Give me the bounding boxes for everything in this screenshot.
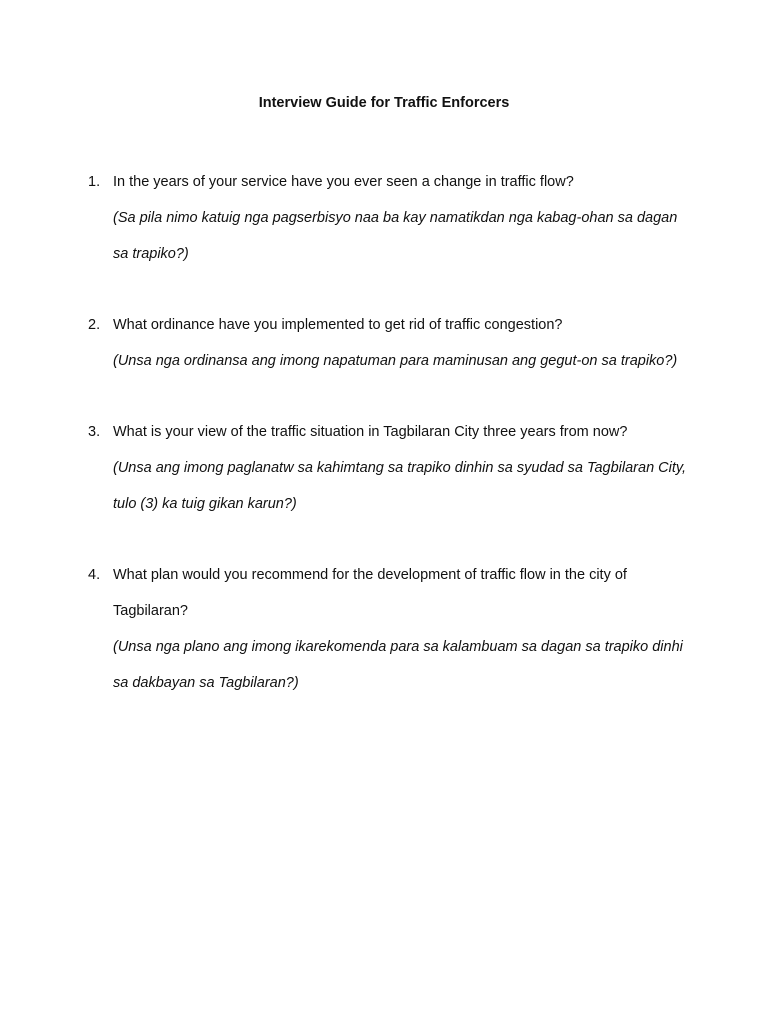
question-number: 1. — [88, 174, 101, 190]
question-translation: (Unsa ang imong paglanatw sa kahimtang sa trapiko dinhin sa syudad sa Tagbilaran City, tulo (3) ka tuig gikan karun?) — [113, 460, 687, 512]
question-item-2 — [88, 307, 688, 379]
question-english: In the years of your service have you ever seen a change in traffic flow? — [113, 174, 574, 190]
question-english: What is your view of the traffic situation in Tagbilaran City three years from now? — [113, 424, 628, 440]
question-english: What ordinance have you implemented to get rid of traffic congestion? — [113, 317, 563, 333]
question-list — [88, 164, 688, 736]
document-title: Interview Guide for Traffic Enforcers — [258, 95, 510, 111]
question-item-3 — [88, 414, 688, 522]
question-item-1 — [88, 164, 688, 272]
question-translation: (Unsa nga ordinansa ang imong napatuman para maminusan ang gegut-on sa trapiko?) — [113, 353, 678, 369]
question-number: 2. — [88, 317, 101, 333]
question-number: 3. — [88, 424, 101, 440]
question-translation: (Unsa nga plano ang imong ikarekomenda para sa kalambuam sa dagan sa trapiko dinhi sa dakbayan sa Tagbilaran?) — [113, 639, 683, 691]
question-item-4 — [88, 557, 688, 701]
question-number: 4. — [88, 567, 101, 583]
question-translation: (Sa pila nimo katuig nga pagserbisyo naa ba kay namatikdan nga kabag-ohan sa dagan sa trapiko?) — [113, 210, 678, 262]
question-english: What plan would you recommend for the development of traffic flow in the city of Tagbilaran? — [113, 567, 627, 619]
